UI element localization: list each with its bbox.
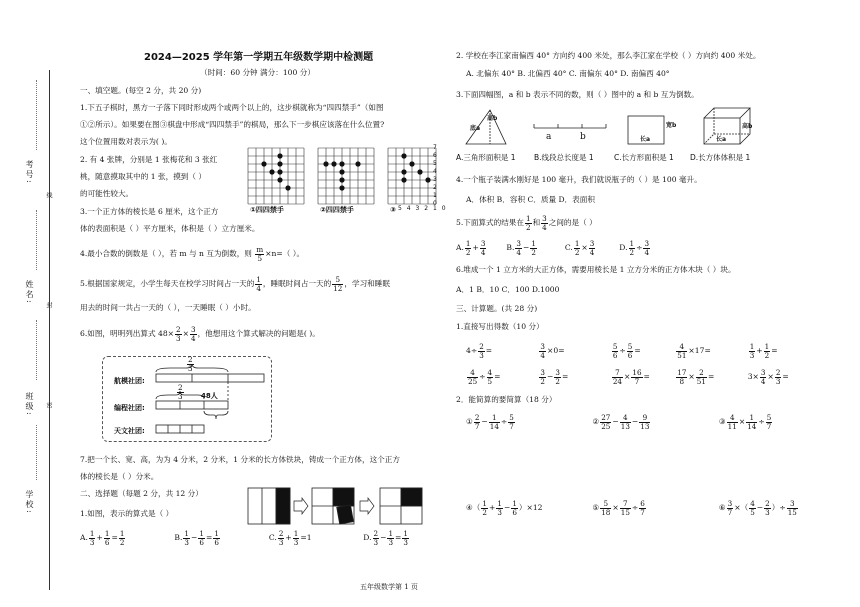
direct-calc-row [466,369,808,385]
col-number: 4 [406,205,411,212]
fraction: $\frac{5}{12}$ [333,275,343,293]
page-title: 2024—2025 学年第一学期五年级数学期中检测题 [144,52,374,63]
calc-item: 4÷ $\frac{2}{3}$ = [466,342,493,360]
q3-text: 3.一个正方体的棱长是 6 厘米，这个正方 [80,207,219,216]
col-number: 2 [424,205,429,212]
q3-option-d[interactable]: D.长方体体积是 1 [690,153,751,162]
calc-part-2-heading: 2．能简算的要简算（18 分） [456,395,557,404]
calc-item: $\frac{4}{51}$ ×17= [677,342,711,360]
fig-c-length: 长a [640,136,651,143]
gomoku-board-3 [388,148,436,204]
row-number: 1 [433,192,437,199]
fraction-square-diagram [246,486,436,526]
q5-text: 5.根据国家规定，小学生每天在校学习时间占一天的 $\frac{1}{4}$ ，睡眠时间占一天的 $\frac{5}{12}$ ，学习和睡眠 [80,275,390,293]
choice-q6-options[interactable]: A．1 B．10 C．100 D.1000 [456,285,560,294]
row-number: 0 [433,200,437,207]
simplify-item-2: ② $\frac{27}{25}$ − $\frac{4}{13}$ − $\frac{9}{13}$ [592,413,650,431]
choice-q5-text: 5.下面算式的结果在 $\frac{1}{2}$ 和 $\frac{3}{4}$ 之间的是（ ） [456,214,597,232]
q5-option-a[interactable]: A. $\frac{1}{2}$ + $\frac{3}{4}$ [456,239,486,257]
gomoku-board-1 [248,148,304,204]
choice-q2-text: 2. 学校在李江家南偏西 40° 方向约 400 米处，那么李江家在学校（ ）方向约 400 米处。 [456,51,761,60]
diagram-fraction-mid: $\frac{2}{3}$ [178,383,183,401]
option-b[interactable]: B. $\frac{1}{3}$ − $\frac{1}{6}$ = $\frac{1}{6}$ [174,529,219,547]
section-3-heading: 三、计算题。(共 28 分) [456,304,538,313]
page-subtitle: （时间：60 分钟 满分：100 分） [200,68,315,77]
choice-q5-options [456,240,671,256]
q4-text: 4.最小合数的倒数是（ ），若 m 与 n 互为倒数，则 $\frac{m}{5}$ ×n=（ ）。 [80,245,305,263]
q7-text: 7.把一个长、宽、高，为为 4 分米，2 分米，1 分米的长方体铁块，铸成一个正方体，这个正方 [80,455,400,464]
option-a[interactable]: A. $\frac{1}{3}$ + $\frac{1}{6}$ = $\frac{1}{2}$ [80,529,125,547]
row-number: 7 [433,144,437,151]
q2-text: 的可能性较大。 [80,189,134,198]
name-fill-line [36,80,37,150]
fraction: $\frac{3}{4}$ [190,325,196,343]
simplify-row [466,414,829,430]
fig-c-width: 宽b [666,122,677,129]
diagram-fraction-top: $\frac{2}{3}$ [188,355,193,373]
club-label-coding: 编程社团: [114,404,145,412]
calc-item: 3× $\frac{3}{4}$ × $\frac{2}{3}$ = [747,368,789,386]
binding-mark-xian: 线 [45,192,52,200]
fig-b-b: b [580,132,586,142]
q1-text: 1.下五子棋时，黑方一子落下同时形成两个或两个以上的，这步棋就称为“四四禁手”（如图 [80,103,384,112]
choice-q1-options [80,530,455,546]
col-number: 3 [415,205,420,212]
row-number: 3 [433,176,437,183]
calc-part-1-heading: 1.直接写出得数（10 分） [456,322,544,331]
row-number: 4 [433,168,437,175]
q2-text: 桃，随意摸取其中的 1 张，摸到（ ） [80,172,206,181]
q5-option-c[interactable]: C. $\frac{1}{2}$ × $\frac{3}{4}$ [564,239,595,257]
choice-q3-figures [458,104,758,152]
calc-item: $\frac{3}{2}$ − $\frac{3}{2}$ = [540,368,569,386]
board-3-col-numbers [398,205,446,212]
col-number: 5 [398,205,402,212]
col-number: 1 [433,205,437,212]
club-label-astronomy: 天文社团: [114,427,145,435]
q5-option-d[interactable]: D. $\frac{1}{2}$ ÷ $\frac{3}{4}$ [619,239,650,257]
board-3-row-numbers [433,144,441,208]
exam-number-label: 考号: [25,160,34,185]
class-label: 班级: [25,392,34,417]
q5-text: 用去的时间一共占一天的（ ），一天睡眠（ ）小时。 [80,303,256,312]
fraction: $\frac{m}{5}$ [256,245,264,263]
fraction: $\frac{1}{4}$ [256,275,261,293]
fig-d-length: 长a [716,136,727,143]
fig-a-height: 高b [487,115,498,122]
direct-calc-row [466,343,808,359]
calc-item: $\frac{3}{4}$ ×0= [540,342,565,360]
row-number: 2 [433,184,437,191]
simplify-item-4: ④（ $\frac{1}{2}$ + $\frac{1}{3}$ − $\frac{1}{6}$ ）×12 [466,499,543,517]
calc-item: $\frac{7}{24}$ × $\frac{16}{7}$ = [612,368,650,386]
coding-bar [156,401,228,409]
calc-item: $\frac{1}{3}$ + $\frac{1}{2}$ = [749,342,778,360]
q3-option-c[interactable]: C.长方形面积是 1 [614,153,674,162]
row-number: 5 [433,160,437,167]
choice-q3-text: 3.下面四幅图，a 和 b 表示不同的数，则（ ）图中的 a 和 b 互为倒数。 [456,90,699,99]
calc-item: $\frac{4}{25}$ ÷ $\frac{4}{5}$ = [468,368,501,386]
name-fill-line [36,210,37,270]
name-fill-line [36,425,37,480]
simplify-item-6: ⑥ $\frac{3}{7}$ ×（ $\frac{4}{5}$ − $\frac{2}{3}$ ）÷ $\frac{3}{15}$ [718,499,797,517]
simplify-item-1: ① $\frac{2}{7}$ − $\frac{1}{14}$ ÷ $\frac{5}{7}$ [466,413,514,431]
section-1-heading: 一、填空题。(每空 2 分，共 20 分) [80,86,202,95]
page-footer: 五年级数学第 1 页 [360,583,418,591]
q3-text: 体的表面积是（ ）平方厘米，体积是（ ）立方厘米。 [80,224,260,233]
simplify-item-3: ③ $\frac{4}{11}$ × $\frac{1}{14}$ ÷ $\frac{5}{7}$ [718,413,772,431]
calc-item: $\frac{17}{8}$ × $\frac{2}{51}$ = [677,368,715,386]
q3-option-a[interactable]: A.三角形面积是 1 [456,153,516,162]
fraction: $\frac{2}{3}$ [176,325,181,343]
fig-d-height: 高b [742,123,753,130]
figure-1-caption: ①四四禁手 [250,206,284,214]
name-label: 姓名: [25,280,34,305]
model-bar [156,374,264,382]
binding-mark-feng: 封 [45,302,52,310]
section-2-heading: 二、选择题（每题 2 分，共 12 分） [80,489,203,498]
figure-3-caption: ③ [390,206,396,214]
q6-text: 6.如图，明明列出算式 48× $\frac{2}{3}$ × $\frac{3}{4}$ ，他想用这个算式解决的问题是( )。 [80,325,320,343]
q3-option-b[interactable]: B.线段总长度是 1 [534,153,594,162]
binding-line [49,70,50,590]
fig-a-base: 底a [470,125,481,132]
option-c[interactable]: C. $\frac{2}{3}$ + $\frac{1}{3}$ =1 [268,529,312,547]
choice-q4-options[interactable]: A．体积 B．容积 C．质量 D．表面积 [466,195,595,204]
choice-q4-text: 4.一个瓶子装满水刚好是 100 毫升，我们就说瓶子的（ ）是 100 毫升。 [456,175,702,184]
q2-text: 2. 有 4 张牌，分别是 1 张梅花和 3 张红 [80,155,218,164]
club-label-model: 航模社团: [114,377,145,385]
binding-mark-mi: 密 [45,402,52,410]
fig-b-a: a [546,132,552,142]
simplify-row [466,500,839,516]
q1-text: ①②所示）。如果要在图③棋盘中形成“四四禁手”的棋局，那么下一步棋应该落在什么位置? [80,120,385,129]
q5-option-b[interactable]: B. $\frac{3}{4}$ − $\frac{1}{2}$ [506,239,536,257]
gomoku-board-2 [318,148,374,204]
choice-q1-text: 1.如图，表示的算式是（ ） [80,509,174,518]
row-number: 6 [433,152,437,159]
school-label: 学校: [25,490,34,515]
simplify-item-5: ⑤ $\frac{5}{18}$ × $\frac{7}{15}$ ÷ $\frac{6}{7}$ [592,499,645,517]
col-number: 0 [441,205,446,212]
figure-2-caption: ②四四禁手 [320,206,354,214]
option-d[interactable]: D. $\frac{2}{3}$ − $\frac{1}{3}$ = $\frac{1}{3}$ [363,529,408,547]
choice-q2-options[interactable]: A. 北偏东 40° B. 北偏西 40° C. 南偏东 40° D. 南偏西 40° [466,69,670,78]
name-fill-line [36,320,37,380]
q1-text: 这个位置用数对表示为( )。 [80,137,172,146]
calc-item: $\frac{5}{6}$ ÷ $\frac{5}{6}$ = [612,342,641,360]
diagram-48-people: 48人 [201,392,218,400]
choice-q6-text: 6.堆成一个 1 立方米的大正方体，需要用棱长是 1 立方分米的正方体木块（ ）块。 [456,265,736,274]
q7-text: 体的棱长是（ ）分米。 [80,472,159,481]
